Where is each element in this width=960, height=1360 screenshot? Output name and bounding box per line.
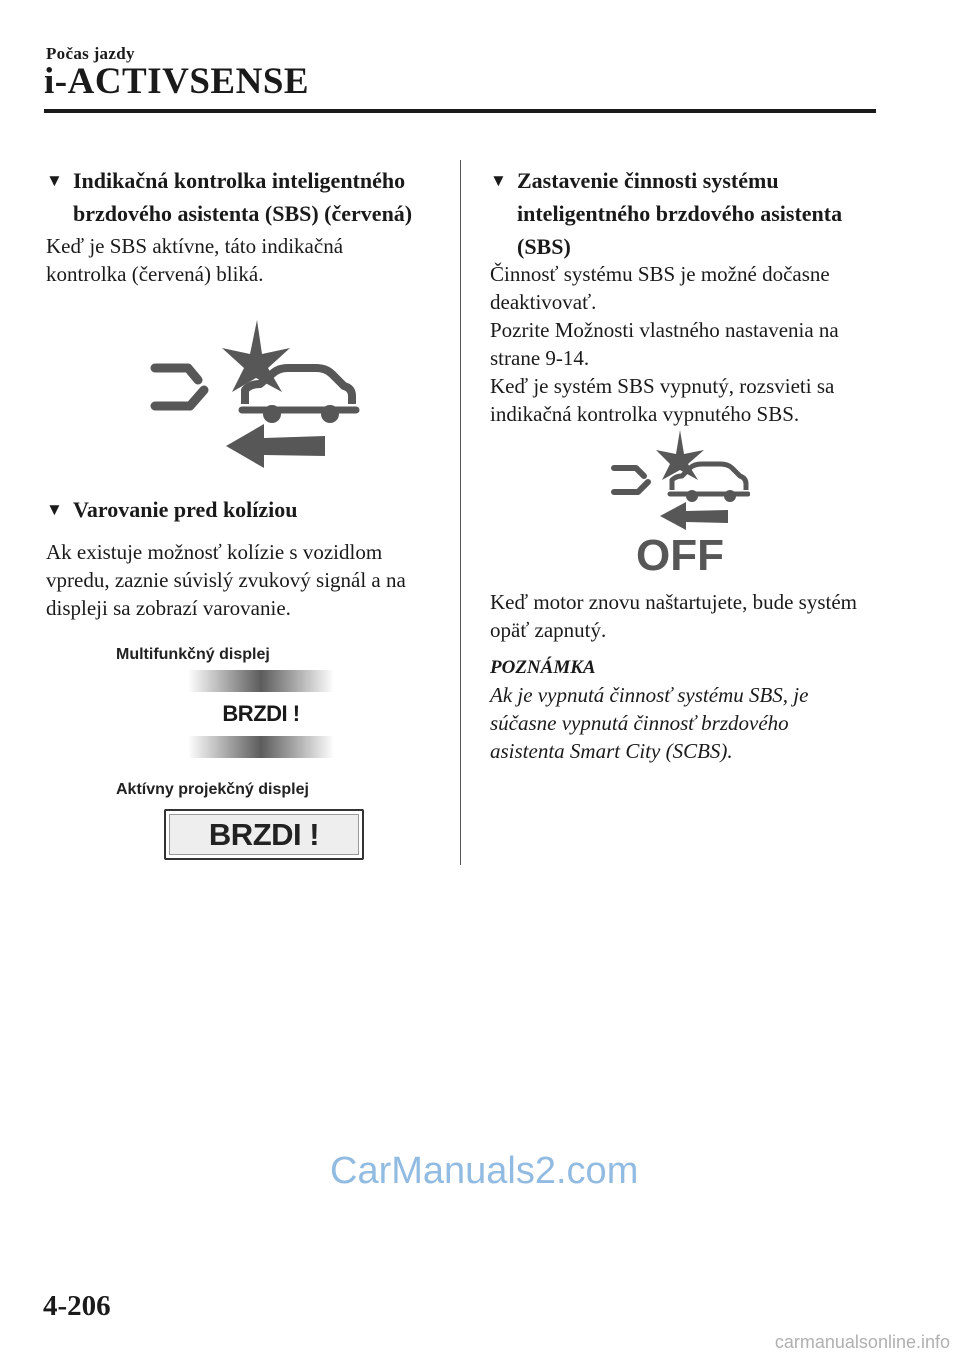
- sbs-deactivation-text-3: Keď je systém SBS vypnutý, rozsvieti sa indikačná kontrolka vypnutého SBS.: [490, 374, 835, 426]
- watermark-logo: CarManuals2.com: [330, 1150, 639, 1192]
- triangle-marker-icon: ▼: [490, 171, 507, 190]
- sbs-indicator-heading: ▼ Indikačná kontrolka inteligentného brzdového asistenta (SBS) (červená): [46, 164, 446, 230]
- collision-warning-heading: ▼ Varovanie pred kolíziou: [46, 493, 446, 526]
- multifunction-display-brake-message: BRZDI !: [222, 701, 300, 726]
- section-label: Počas jazdy: [46, 44, 135, 63]
- sbs-warning-icon: [150, 318, 360, 470]
- page-number: 4-206: [43, 1290, 111, 1322]
- column-divider: [460, 160, 461, 865]
- sbs-deactivation-text-1: Činnosť systému SBS je možné dočasne deaktivovať.: [490, 262, 830, 314]
- multifunction-display-bar-bottom: [188, 736, 334, 758]
- note-title: POZNÁMKA: [490, 657, 596, 678]
- sbs-indicator-text: Keď je SBS aktívne, táto indikačná kontrolka (červená) bliká.: [46, 234, 344, 286]
- head-up-display-label: Aktívny projekčný displej: [116, 781, 309, 798]
- sbs-reactivation-text: Keď motor znovu naštartujete, bude systém opäť zapnutý.: [490, 590, 857, 642]
- site-watermark: carmanualsonline.info: [774, 1332, 950, 1352]
- collision-warning-text: Ak existuje možnosť kolízie s vozidlom vpredu, zaznie súvislý zvukový signál a na displeji sa zobrazí varovanie.: [46, 540, 406, 620]
- page-title: i-ACTIVSENSE: [44, 61, 310, 102]
- triangle-marker-icon: ▼: [46, 500, 63, 519]
- multifunction-display-bar-top: [188, 670, 334, 692]
- sbs-deactivation-text-2: Pozrite Možnosti vlastného nastavenia na strane 9-14.: [490, 318, 839, 370]
- sbs-deactivation-heading: ▼ Zastavenie činnosti systému inteligentného brzdového asistenta (SBS): [490, 164, 890, 263]
- sbs-off-icon: [610, 428, 750, 574]
- off-label: OFF: [636, 531, 724, 574]
- triangle-marker-icon: ▼: [46, 171, 63, 190]
- title-rule: [44, 109, 876, 113]
- head-up-display-brake-message: BRZDI !: [164, 809, 364, 860]
- note-text: Ak je vypnutá činnosť systému SBS, je súčasne vypnutá činnosť brzdového asistenta Smart City (SCBS).: [490, 683, 809, 763]
- multifunction-display-label: Multifunkčný displej: [116, 646, 270, 663]
